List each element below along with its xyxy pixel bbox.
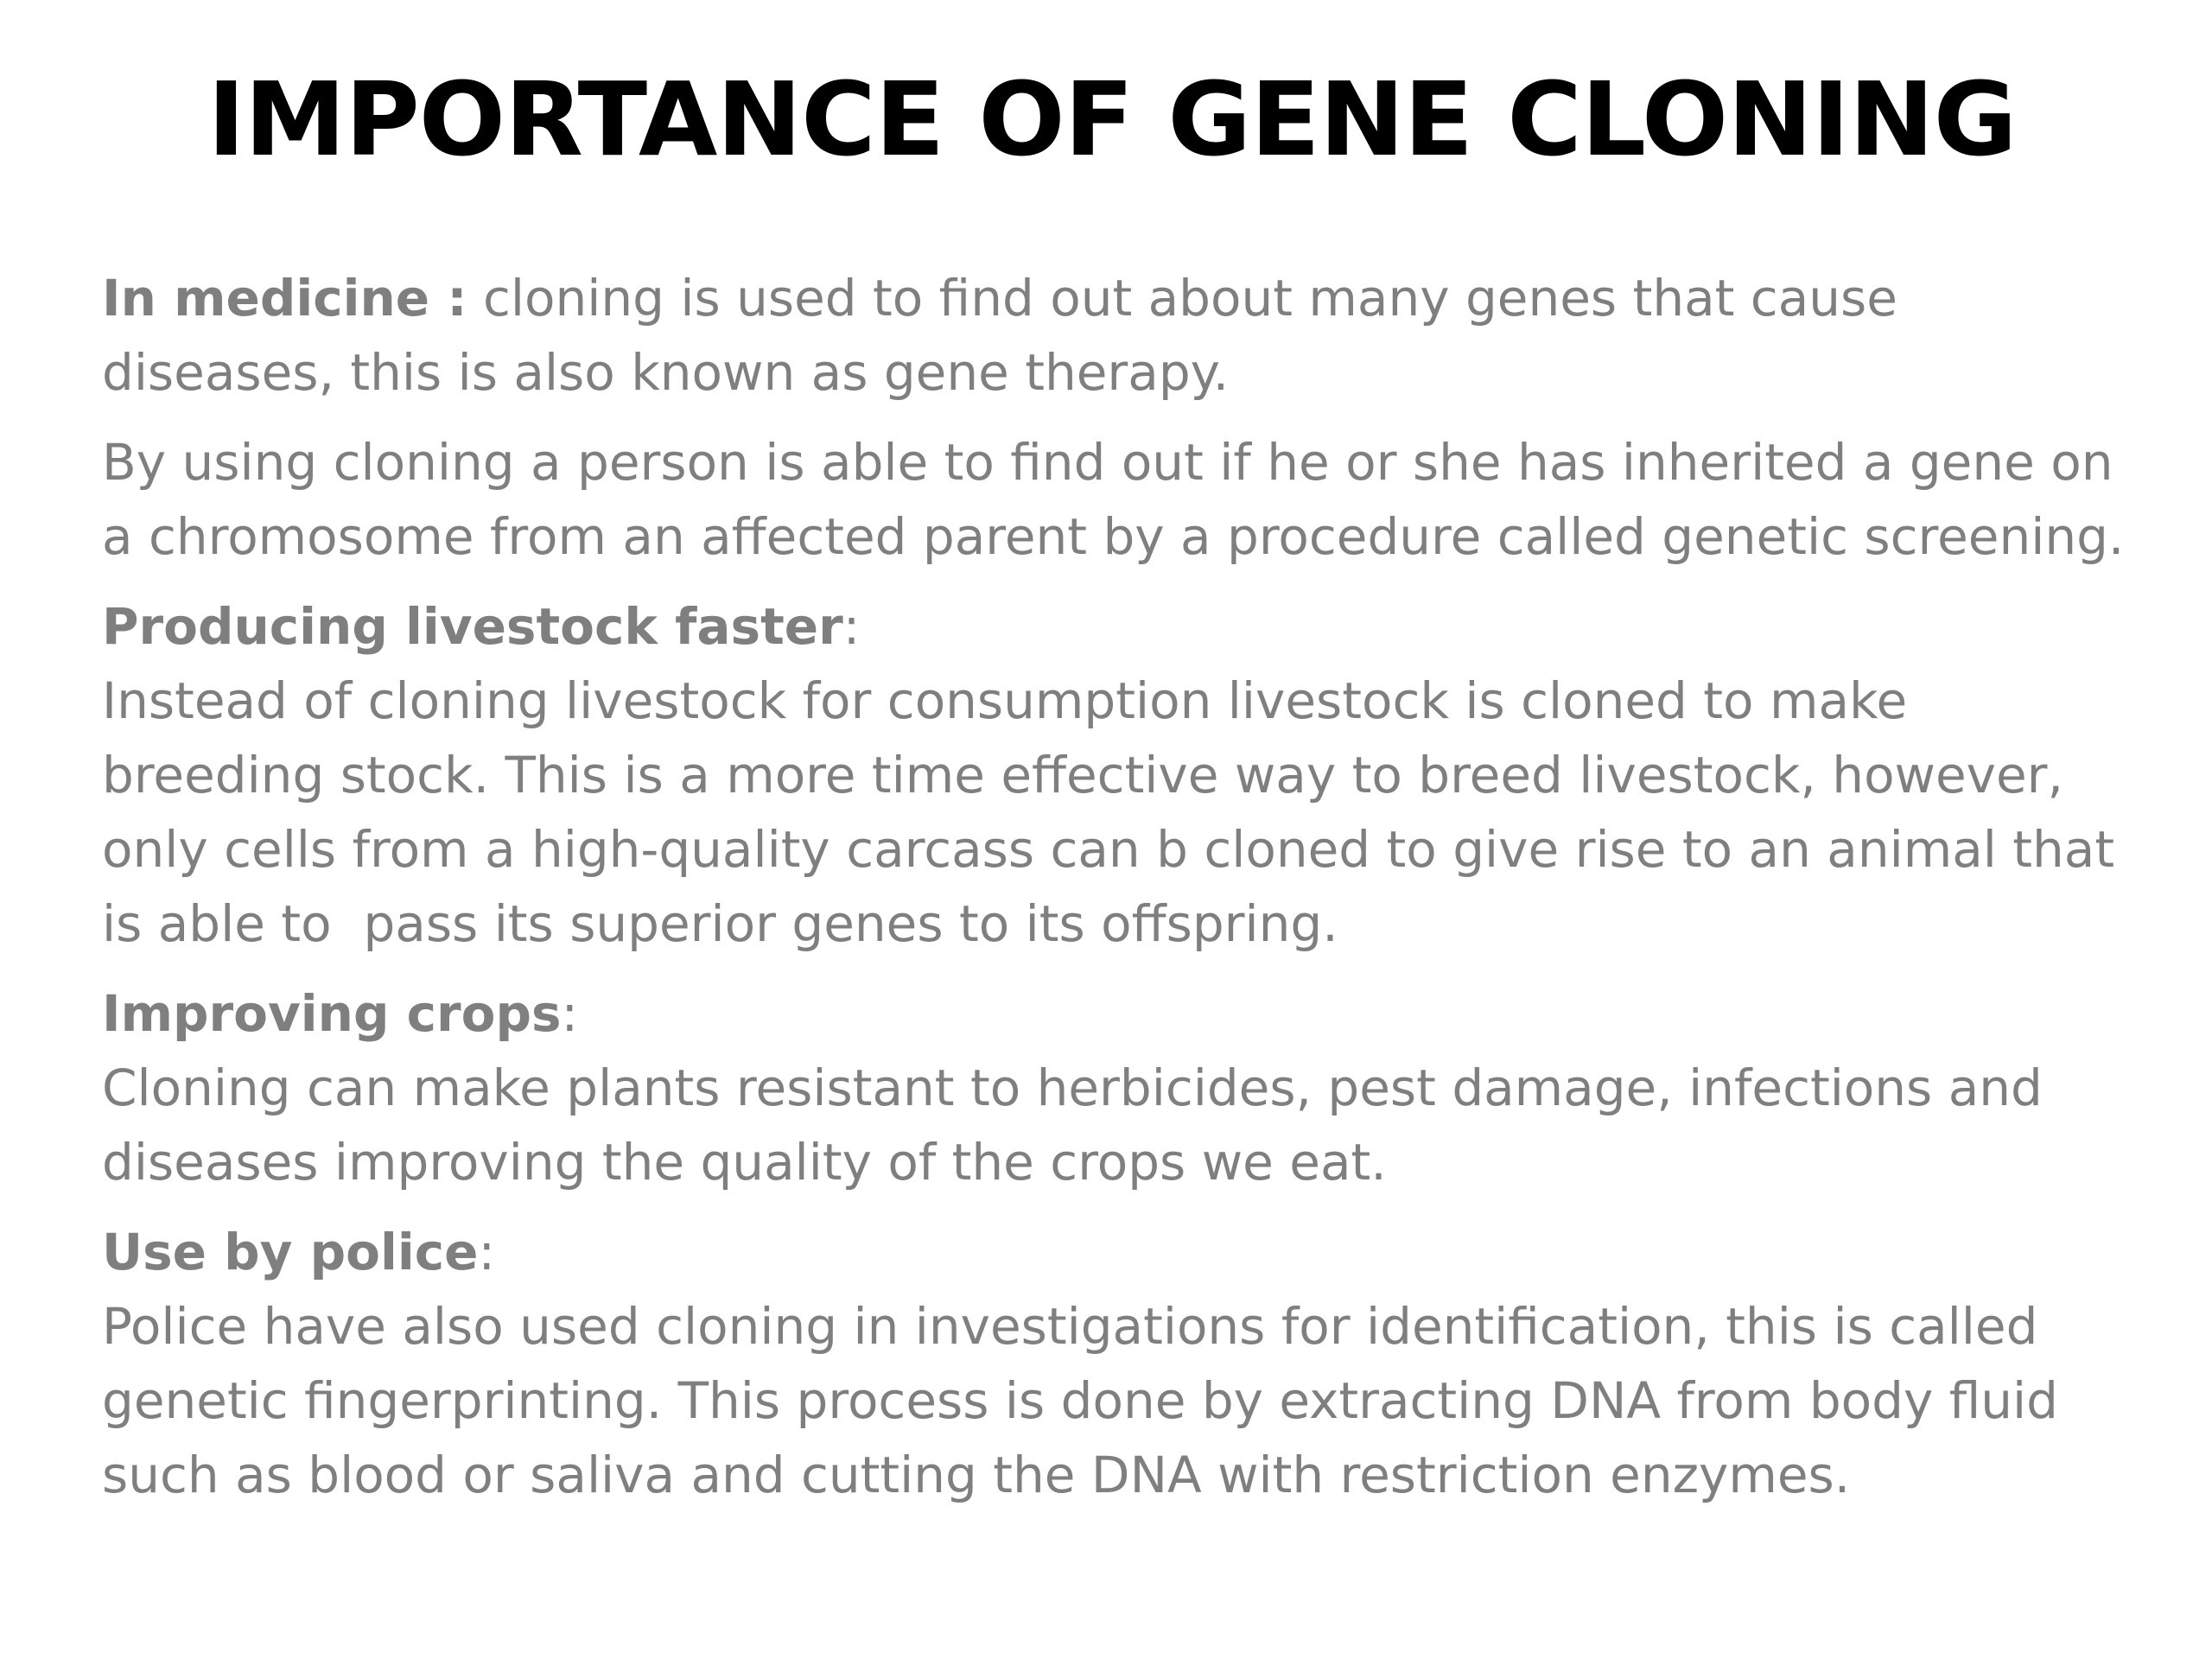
- slide-body: [102, 261, 2158, 1528]
- police-colon: :: [478, 1223, 496, 1281]
- crops-colon: :: [561, 984, 579, 1043]
- screening-line-1: By using cloning a person is able to find out if he or she has inherited a gene on: [102, 433, 2113, 492]
- slide-title: IMPORTANCE OF GENE CLONING: [207, 60, 2017, 179]
- livestock-line-2: breeding stock. This is a more time effective way to breed livestock, however,: [102, 746, 2063, 804]
- paragraph-crops: [102, 976, 2158, 1199]
- crops-heading-line: [102, 976, 2158, 1051]
- medicine-line-1: [102, 261, 2158, 335]
- livestock-line-1: Instead of cloning livestock for consumption livestock is cloned to make: [102, 671, 1908, 730]
- paragraph-livestock: [102, 589, 2158, 961]
- livestock-line-3: only cells from a high-quality carcass can b cloned to give rise to an animal that: [102, 820, 2115, 879]
- livestock-line-4: is able to pass its superior genes to its offspring.: [102, 894, 1338, 953]
- medicine-heading: In medicine :: [102, 269, 467, 327]
- police-line-1: Police have also used cloning in investigations for identification, this is called: [102, 1297, 2038, 1356]
- police-line-3: such as blood or saliva and cutting the DNA with restriction enzymes.: [102, 1446, 1851, 1504]
- police-line-2: genetic fingerprinting. This process is done by extracting DNA from body fluid: [102, 1371, 2058, 1430]
- paragraph-police: [102, 1215, 2158, 1512]
- crops-heading: Improving crops: [102, 984, 562, 1043]
- livestock-heading-line: [102, 589, 2158, 664]
- livestock-colon: :: [842, 597, 861, 656]
- livestock-heading: Producing livestock faster: [102, 597, 843, 656]
- screening-line-2: a chromosome from an affected parent by a procedure called genetic screening.: [102, 507, 2125, 566]
- police-heading: Use by police: [102, 1223, 479, 1281]
- medicine-line-2: diseases, this is also known as gene therapy.: [102, 343, 1230, 402]
- crops-line-2: diseases improving the quality of the crops we eat.: [102, 1133, 1387, 1192]
- police-heading-line: [102, 1215, 2158, 1289]
- medicine-text-1: cloning is used to find out about many genes that cause: [467, 269, 1897, 327]
- paragraph-screening: [102, 425, 2158, 574]
- paragraph-medicine: [102, 261, 2158, 410]
- crops-line-1: Cloning can make plants resistant to herbicides, pest damage, infections and: [102, 1058, 2043, 1117]
